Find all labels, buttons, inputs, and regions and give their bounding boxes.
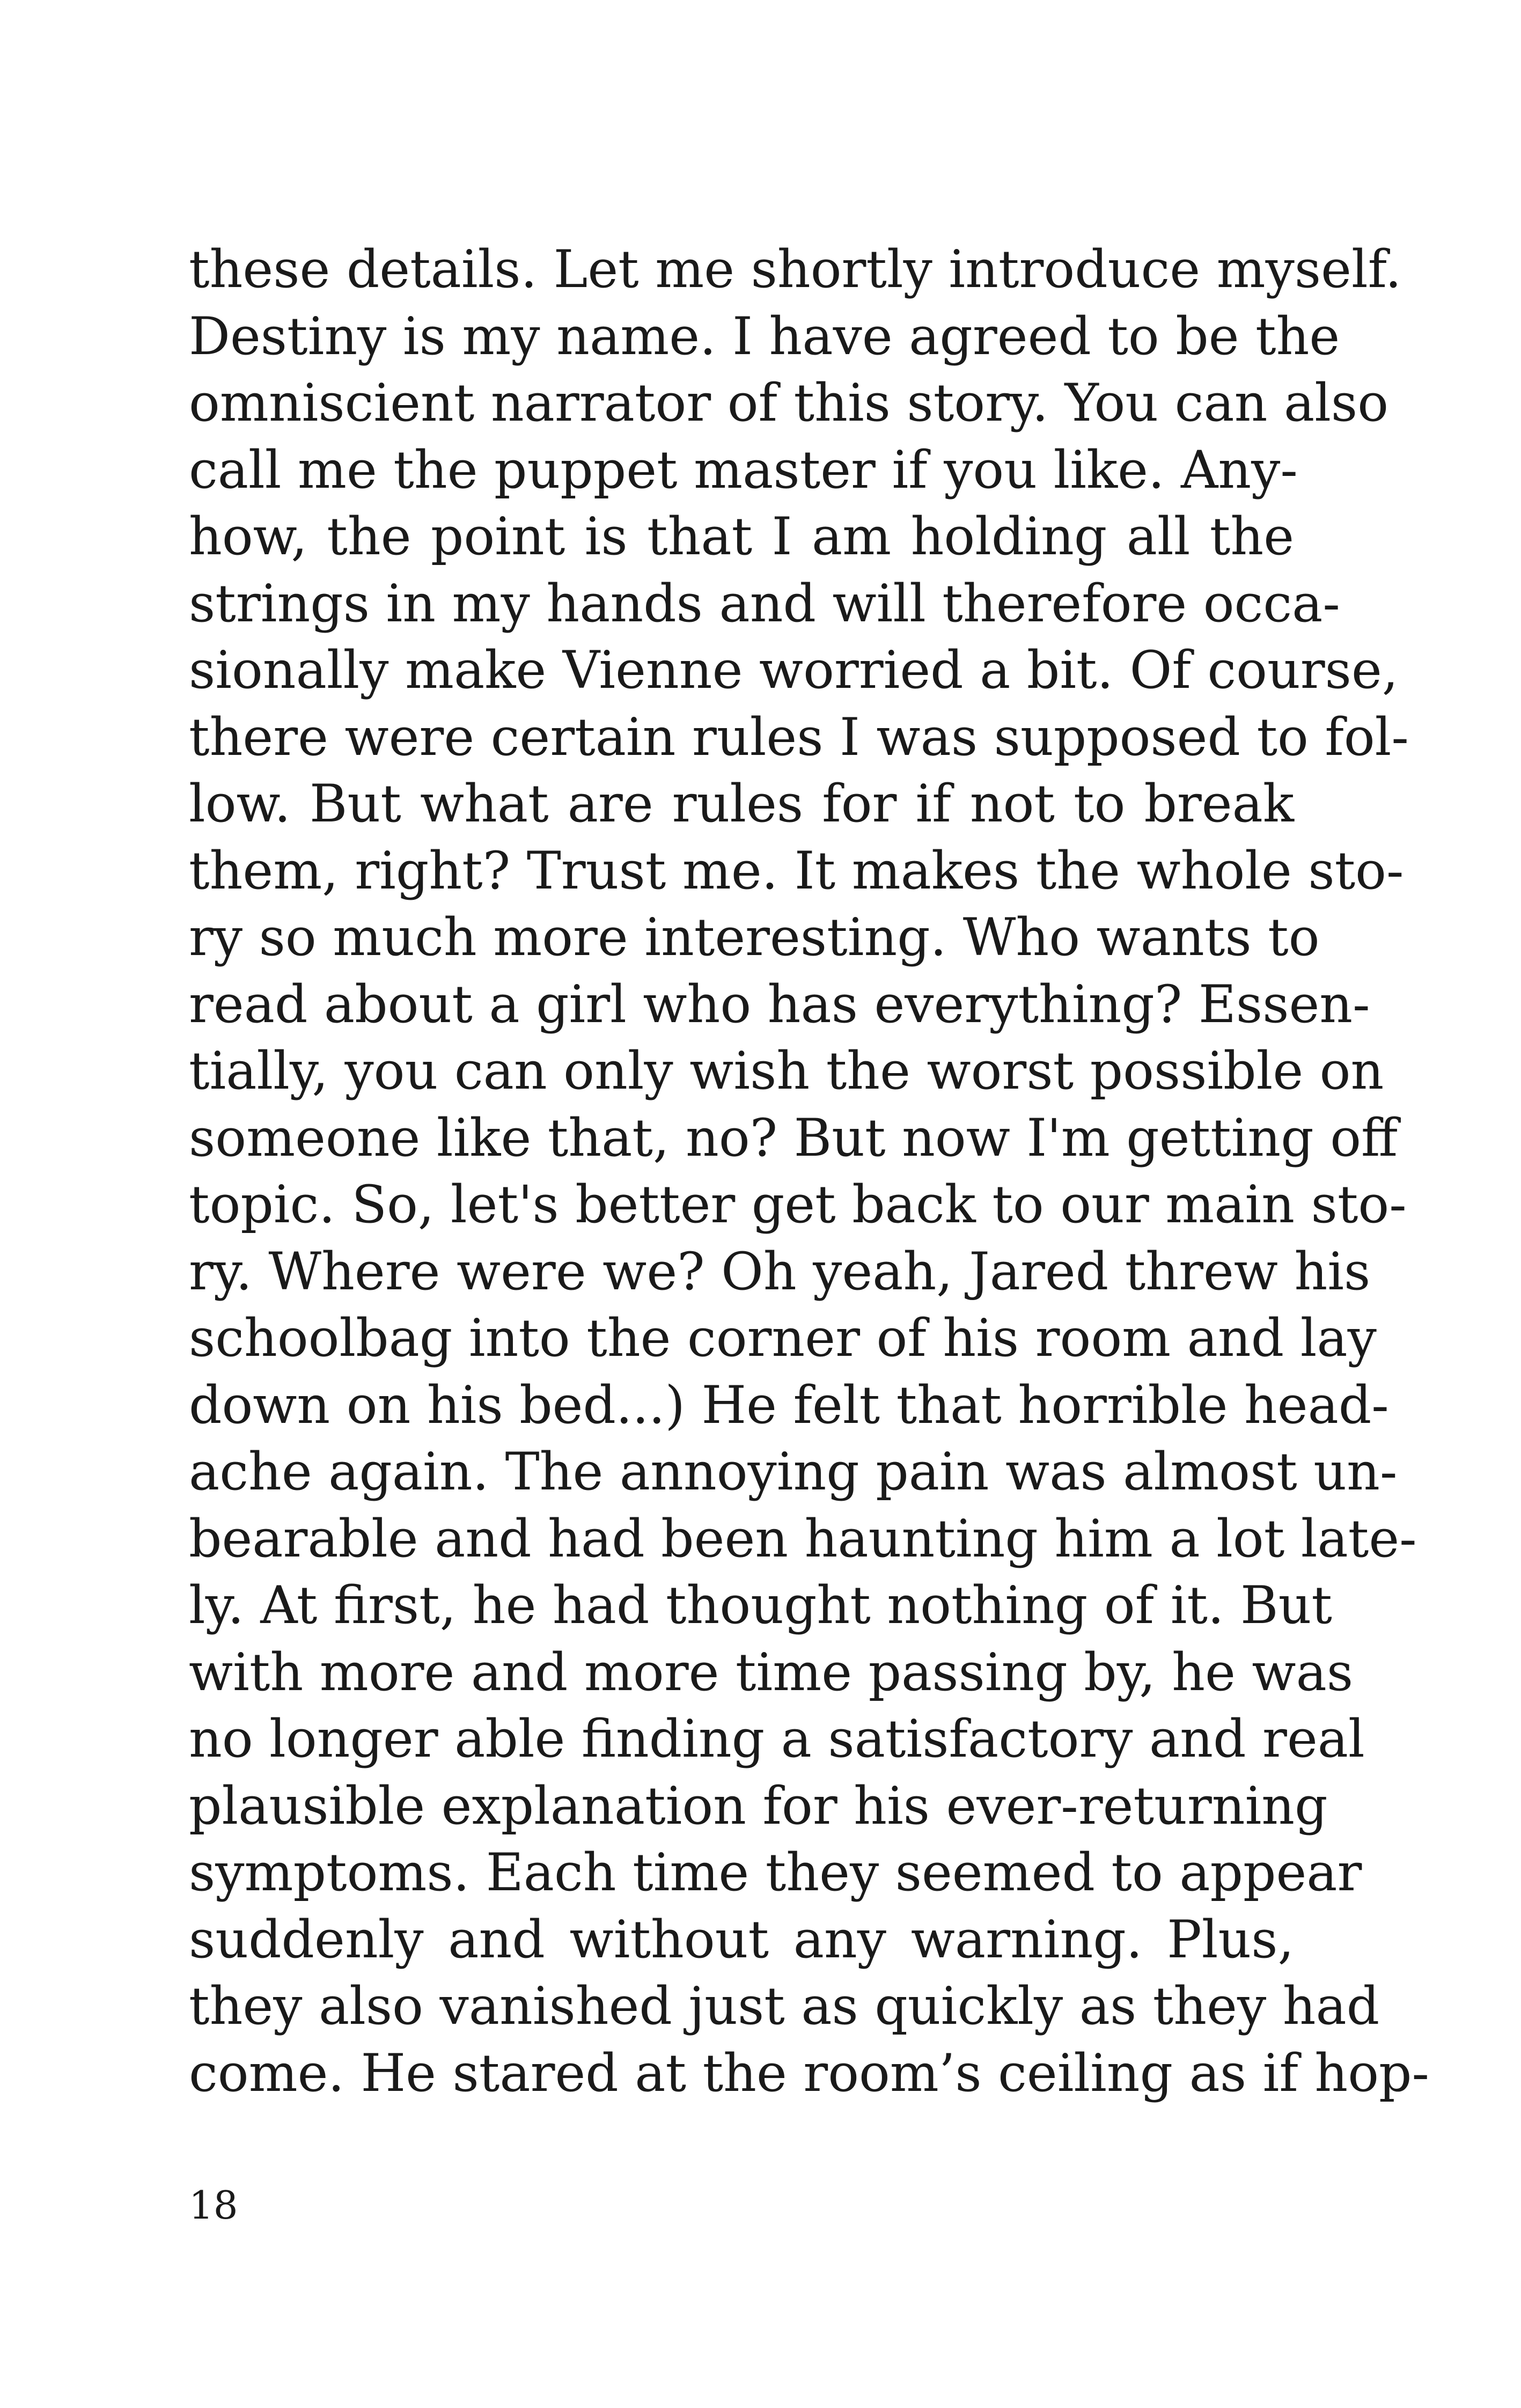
text-line: ache again. The annoying pain was almost un- [189, 1442, 1398, 1502]
text-line: topic. So, let's better get back to our main sto- [189, 1174, 1407, 1235]
page-number: 18 [189, 2183, 238, 2228]
text-line: plausible explanation for his ever-returning [189, 1775, 1328, 1836]
text-line: down on his bed...) He felt that horrible head- [189, 1375, 1389, 1435]
text-line: no longer able finding a satisfactory and real [189, 1709, 1365, 1769]
text-line: strings in my hands and will therefore occa- [189, 573, 1340, 634]
text-line: ry. Where were we? Oh yeah, Jared threw his [189, 1241, 1371, 1302]
text-line: symptoms. Each time they seemed to appear [189, 1842, 1362, 1903]
text-line: ly. At first, he had thought nothing of it. But [189, 1575, 1332, 1635]
text-line: they also vanished just as quickly as they had [189, 1976, 1380, 2036]
text-line: bearable and had been haunting him a lot late- [189, 1508, 1417, 1569]
text-line: these details. Let me shortly introduce myself. [189, 239, 1402, 299]
text-line: someone like that, no? But now I'm getting off [189, 1107, 1398, 1168]
text-line: omniscient narrator of this story. You can also [189, 373, 1388, 433]
text-line: there were certain rules I was supposed to fol- [189, 707, 1409, 767]
text-line: low. But what are rules for if not to break [189, 774, 1294, 834]
text-line: ry so much more interesting. Who wants to [189, 907, 1320, 967]
text-line: call me the puppet master if you like. Any- [189, 439, 1298, 500]
text-line: come. He stared at the room’s ceiling as if hop- [189, 2043, 1429, 2103]
text-line: schoolbag into the corner of his room and lay [189, 1308, 1377, 1368]
text-line: with more and more time passing by, he was [189, 1642, 1354, 1702]
text-line: how, the point is that I am holding all the [189, 506, 1294, 567]
text-line: Destiny is my name. I have agreed to be the [189, 306, 1340, 366]
body-text [189, 236, 1429, 2106]
text-line: suddenly and without any warning. Plus, [189, 1909, 1294, 1970]
text-line: sionally make Vienne worried a bit. Of course, [189, 640, 1399, 700]
text-line: read about a girl who has everything? Essen- [189, 974, 1370, 1034]
text-line: tially, you can only wish the worst possible on [189, 1041, 1384, 1101]
text-line: them, right? Trust me. It makes the whole sto- [189, 840, 1404, 901]
